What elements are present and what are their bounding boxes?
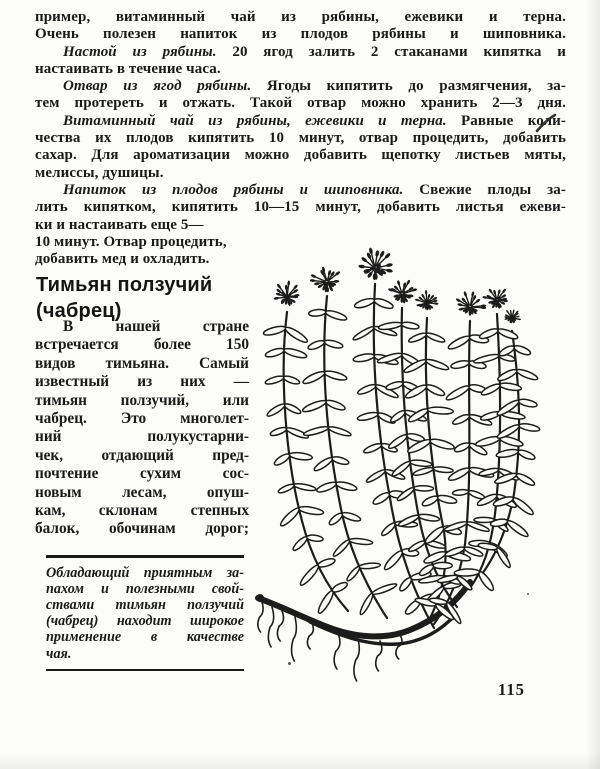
text-line: почтение сухим сос- [35, 465, 249, 483]
illustration-roots [258, 602, 402, 681]
text-line: Обладающий приятным за- [46, 564, 244, 581]
text-line: лить кипятком, кипятить 10—15 минут, добавить листья ежеви- [35, 199, 566, 216]
caption-rule-bottom [46, 669, 244, 672]
text-line: балок, обочинам дорог; [35, 520, 249, 538]
thyme-description-text [35, 318, 249, 539]
caption-rule-top [46, 555, 244, 558]
text-line: Настой из рябины. 20 ягод залить 2 стаканами кипятка и [63, 43, 566, 60]
text-line: 10 минут. Отвар процедить, [35, 233, 227, 250]
recipe-title: Отвар из ягод рябины. [63, 78, 267, 95]
section-heading [36, 272, 256, 324]
text-line: Очень полезен напиток из плодов рябины и шиповника. [35, 26, 566, 43]
text-line: (чабрец) находит широкое [46, 613, 244, 630]
text-line: Витаминный чай из рябины, ежевики и терна. Равные коли- [63, 112, 567, 129]
text-line: кам, склонам степных [35, 502, 249, 520]
text-line: встречается более 150 [35, 336, 249, 354]
text-line: сахар. Для ароматизации можно добавить щепотку листьев мяты, [35, 147, 566, 164]
margin-pen-mark [534, 113, 558, 135]
text-line: ний полукустарни- [35, 428, 249, 446]
text-line: ствами тимьян ползучий [46, 596, 244, 613]
caption-block [46, 555, 244, 671]
caption-text [46, 565, 244, 662]
text-line: чек, отдающий пред- [35, 446, 249, 464]
page-edge-shadow-right [586, 0, 600, 769]
text-line: добавить мед и охладить. [35, 251, 210, 268]
text-line: известный из них — [35, 373, 249, 391]
scan-speck [527, 593, 529, 595]
text-line: пахом и полезными свой- [46, 580, 244, 597]
page-edge-shadow-bottom [0, 753, 600, 769]
text-line: ки и настаивать еще 5— [35, 216, 204, 233]
text-line: чая. [46, 645, 72, 662]
page-number: 115 [498, 680, 525, 699]
text-line: тем протереть и отжать. Такой отвар можно хранить 2—3 дня. [35, 95, 566, 112]
recipe-title: Настой из рябины. [63, 43, 233, 60]
text-line: применение в качестве [46, 629, 244, 646]
section-heading-line2: (чабрец) [36, 300, 122, 322]
section-heading-line1: Тимьян ползучий [36, 274, 213, 296]
scan-speck [288, 662, 291, 665]
recipe-title: Витаминный чай из рябины, ежевики и терна. [63, 112, 462, 129]
recipe-title: Напиток из плодов рябины и шиповника. [63, 181, 420, 198]
text-line: тимьян ползучий, или [35, 391, 249, 409]
text-line: настаивать в течение часа. [35, 60, 221, 77]
text-line: пример, витаминный чай из рябины, ежевики и терна. [35, 9, 566, 25]
thyme-illustration [250, 226, 568, 685]
text-line: Отвар из ягод рябины. Ягоды кипятить до размягчения, за- [63, 78, 567, 95]
text-line: чабрец. Это многолет- [35, 410, 249, 428]
text-line: новым лесам, опуш- [35, 483, 249, 501]
text-line: Напиток из плодов рябины и шиповника. Свежие плоды за- [63, 181, 566, 198]
text-line: чества их плодов кипятить 10 минут, отвар процедить, добавить [35, 130, 566, 147]
text-line: видов тимьяна. Самый [35, 354, 249, 372]
text-line: В нашей стране [63, 318, 249, 335]
text-line: мелиссы, душицы. [35, 164, 164, 181]
